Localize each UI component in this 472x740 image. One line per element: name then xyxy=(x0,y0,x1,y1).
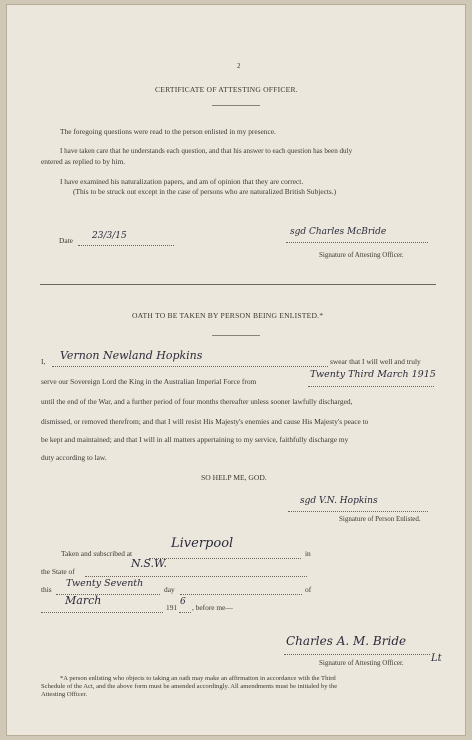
oath-line-2: serve our Sovereign Lord the King in the Australian Imperial Force from xyxy=(41,377,257,386)
day-trailing-dots xyxy=(180,584,302,595)
state-field xyxy=(85,557,307,577)
before-label: , before me— xyxy=(192,603,233,612)
enlistee-signature-caption: Signature of Person Enlisted. xyxy=(339,515,421,523)
oath-line-4: dismissed, or removed therefrom; and that I will resist His Majesty's enemies and cause His Majesty's peace to xyxy=(41,417,369,426)
day-value: Twenty Seventh xyxy=(66,578,144,589)
attestation-page xyxy=(6,4,466,736)
footnote-line-2: Schedule of the Act, and the above form must be amended accordingly. All amendments must be initialed by the xyxy=(41,683,338,690)
oath-title: OATH TO BE TAKEN BY PERSON BEING ENLISTED.* xyxy=(132,311,324,320)
attesting-signature-field xyxy=(286,227,428,243)
taken-label: Taken and subscribed at xyxy=(61,549,133,558)
footnote-line-3: Attesting Officer. xyxy=(41,691,88,698)
state-label: the State of xyxy=(41,567,75,576)
date-label: Date xyxy=(59,236,73,245)
oath-title-divider xyxy=(212,335,260,336)
enlistee-name-field xyxy=(52,349,328,367)
oath-i-label: I, xyxy=(41,357,46,366)
page-number: 2 xyxy=(237,62,241,70)
month-value: March xyxy=(65,594,102,607)
this-label: this xyxy=(41,585,52,594)
place-field xyxy=(149,536,301,559)
section-divider xyxy=(40,284,436,285)
date-value: 23/3/15 xyxy=(92,231,127,241)
enlistee-signature-field xyxy=(288,496,428,512)
certificate-line-2b: entered as replied to by him. xyxy=(41,157,126,166)
attesting-signature-caption: Signature of Attesting Officer. xyxy=(319,251,404,259)
certificate-title: CERTIFICATE OF ATTESTING OFFICER. xyxy=(155,85,298,94)
year-field xyxy=(179,597,191,613)
enlistee-signature: sgd V.N. Hopkins xyxy=(300,496,378,506)
date-field xyxy=(78,231,174,246)
oath-line-3: until the end of the War, and a further period of four months thereafter unless sooner lawfully discharged, xyxy=(41,397,353,406)
oath-line-6: duty according to law. xyxy=(41,453,107,462)
year-value: 6 xyxy=(180,597,186,607)
oath-closing: SO HELP ME, GOD. xyxy=(201,473,267,482)
year-prefix: 191 xyxy=(166,603,178,612)
officer-initials: Lt xyxy=(431,653,442,664)
state-value: N.S.W. xyxy=(131,557,167,570)
certificate-line-3: I have examined his naturalization papers, and am of opinion that they are correct. xyxy=(60,177,304,186)
certificate-line-2a: I have taken care that he understands each question, and that his answer to each question has been duly xyxy=(60,147,353,155)
month-field xyxy=(41,594,163,613)
title-divider xyxy=(212,105,260,106)
footnote-line-1: *A person enlisting who objects to taking an oath may make an affirmation in accordance with the Third xyxy=(60,675,336,682)
of-label: of xyxy=(305,585,312,594)
certificate-line-4: (This to be struck out except in the case of persons who are naturalized British Subjects.) xyxy=(73,187,337,196)
place-value: Liverpool xyxy=(171,536,234,551)
service-start-field xyxy=(308,369,436,387)
attesting-signature: sgd Charles McBride xyxy=(290,227,387,237)
enlistee-name: Vernon Newland Hopkins xyxy=(60,349,203,362)
oath-swear-text: swear that I will well and truly xyxy=(330,357,421,366)
service-start-date: Twenty Third March 1915 xyxy=(310,369,436,380)
officer-signature: Charles A. M. Bride xyxy=(286,634,407,648)
day-label: day xyxy=(164,585,175,594)
officer-signature-caption: Signature of Attesting Officer. xyxy=(319,659,404,667)
certificate-line-1: The foregoing questions were read to the person enlisted in my presence. xyxy=(60,127,276,136)
oath-line-5: be kept and maintained; and that I will in all matters appertaining to my service, faithfully discharge my xyxy=(41,435,349,444)
officer-signature-field xyxy=(284,634,430,655)
in-label: in xyxy=(305,549,311,558)
